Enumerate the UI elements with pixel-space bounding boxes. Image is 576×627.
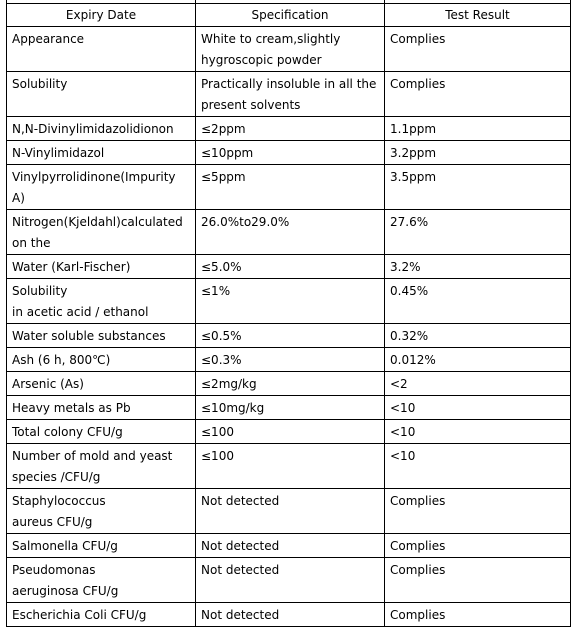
- table-row: [7, 165, 571, 210]
- test-result-cell: <10: [385, 396, 571, 420]
- header-expiry-date: Expiry Date: [7, 4, 196, 27]
- table-row: [7, 396, 571, 420]
- table-row: [7, 603, 571, 627]
- test-result-cell: 3.2%: [385, 255, 571, 279]
- test-item-cell: Arsenic (As): [7, 372, 196, 396]
- table-row: [7, 255, 571, 279]
- specification-cell: 26.0%to29.0%: [196, 210, 385, 255]
- table-row: [7, 210, 571, 255]
- test-result-cell: 0.012%: [385, 348, 571, 372]
- table-row: [7, 489, 571, 534]
- table-row: [7, 558, 571, 603]
- test-item-cell: N-Vinylimidazol: [7, 141, 196, 165]
- test-result-cell: 3.5ppm: [385, 165, 571, 210]
- specification-cell: ≤10mg/kg: [196, 396, 385, 420]
- table-row: [7, 444, 571, 489]
- specification-cell: ≤100: [196, 444, 385, 489]
- specification-cell: ≤0.5%: [196, 324, 385, 348]
- test-item-cell: Solubility in acetic acid / ethanol: [7, 279, 196, 324]
- test-result-cell: <10: [385, 444, 571, 489]
- table-row: [7, 141, 571, 165]
- specification-cell: ≤100: [196, 420, 385, 444]
- test-item-cell: Escherichia Coli CFU/g: [7, 603, 196, 627]
- test-item-cell: Nitrogen(Kjeldahl)calculated on the: [7, 210, 196, 255]
- specification-cell: ≤10ppm: [196, 141, 385, 165]
- test-item-cell: Number of mold and yeast species /CFU/g: [7, 444, 196, 489]
- specification-cell: Not detected: [196, 558, 385, 603]
- specification-cell: ≤0.3%: [196, 348, 385, 372]
- specification-cell: ≤2mg/kg: [196, 372, 385, 396]
- specification-cell: ≤1%: [196, 279, 385, 324]
- test-result-cell: <10: [385, 420, 571, 444]
- test-item-cell: Salmonella CFU/g: [7, 534, 196, 558]
- table-body: [7, 27, 571, 627]
- test-result-cell: Complies: [385, 27, 571, 72]
- specification-cell: Not detected: [196, 534, 385, 558]
- test-item-cell: Heavy metals as Pb: [7, 396, 196, 420]
- specification-cell: ≤5ppm: [196, 165, 385, 210]
- table-row: [7, 534, 571, 558]
- test-item-cell: Appearance: [7, 27, 196, 72]
- specification-cell: White to cream,slightly hygroscopic powder: [196, 27, 385, 72]
- test-item-cell: Vinylpyrrolidinone(Impurity A): [7, 165, 196, 210]
- table-row: [7, 279, 571, 324]
- test-item-cell: Water soluble substances: [7, 324, 196, 348]
- test-result-cell: Complies: [385, 558, 571, 603]
- test-item-cell: Ash (6 h, 800℃): [7, 348, 196, 372]
- table-row: [7, 27, 571, 72]
- test-result-cell: Complies: [385, 534, 571, 558]
- table-row: [7, 72, 571, 117]
- specification-cell: ≤2ppm: [196, 117, 385, 141]
- specification-cell: Practically insoluble in all the present solvents: [196, 72, 385, 117]
- header-test-result: Test Result: [385, 4, 571, 27]
- header-specification: Specification: [196, 4, 385, 27]
- test-result-cell: 27.6%: [385, 210, 571, 255]
- test-result-cell: Complies: [385, 72, 571, 117]
- test-result-cell: 1.1ppm: [385, 117, 571, 141]
- test-item-cell: Pseudomonas aeruginosa CFU/g: [7, 558, 196, 603]
- test-result-cell: Complies: [385, 489, 571, 534]
- test-result-cell: 0.32%: [385, 324, 571, 348]
- test-item-cell: Solubility: [7, 72, 196, 117]
- table-row: [7, 348, 571, 372]
- specification-table: [6, 0, 571, 627]
- table-row: [7, 420, 571, 444]
- table-row: [7, 372, 571, 396]
- test-item-cell: Staphylococcus aureus CFU/g: [7, 489, 196, 534]
- test-result-cell: 0.45%: [385, 279, 571, 324]
- table-row: [7, 117, 571, 141]
- header-row: [7, 4, 571, 27]
- test-item-cell: N,N-Divinylimidazolidionon: [7, 117, 196, 141]
- test-result-cell: <2: [385, 372, 571, 396]
- specification-cell: ≤5.0%: [196, 255, 385, 279]
- test-item-cell: Water (Karl-Fischer): [7, 255, 196, 279]
- test-result-cell: 3.2ppm: [385, 141, 571, 165]
- specification-cell: Not detected: [196, 603, 385, 627]
- specification-cell: Not detected: [196, 489, 385, 534]
- test-item-cell: Total colony CFU/g: [7, 420, 196, 444]
- table-row: [7, 324, 571, 348]
- test-result-cell: Complies: [385, 603, 571, 627]
